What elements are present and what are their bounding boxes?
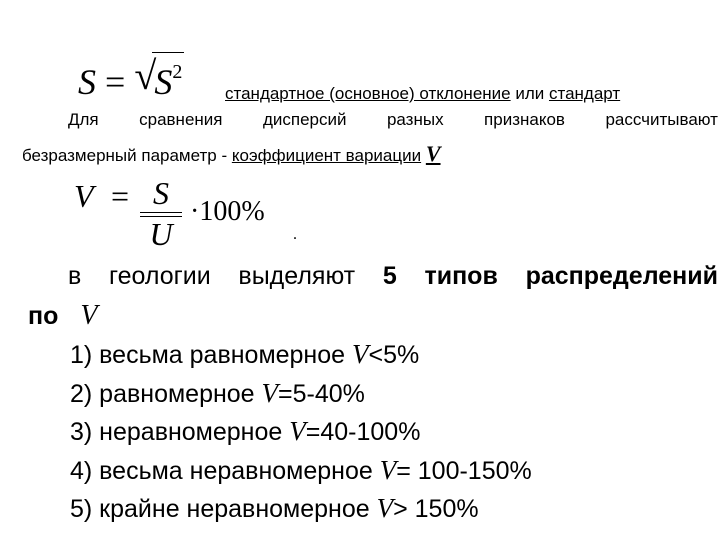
square-root <box>134 52 184 104</box>
variation-symbol: V <box>379 454 397 485</box>
variation-formula-lhs <box>74 178 129 215</box>
type-label: 1) весьма равномерное <box>70 341 352 369</box>
word: рассчитывают <box>605 110 718 129</box>
std-dev-formula <box>78 52 184 104</box>
bold-word: распределений <box>525 262 718 290</box>
fraction-numerator: S <box>153 175 169 211</box>
variation-symbol: V <box>425 141 441 166</box>
word: сравнения <box>139 110 223 129</box>
std-dev-term: стандартное (основное) отклонение <box>225 84 511 103</box>
word: признаков <box>484 110 565 129</box>
list-item <box>70 490 532 529</box>
comparison-sentence <box>68 110 718 130</box>
type-label: 3) неравномерное <box>70 418 290 446</box>
parameter-line <box>22 141 441 167</box>
equals-sign: = <box>110 178 130 214</box>
equals-sign: = <box>105 62 126 102</box>
type-label: 4) весьма неравномерное <box>70 456 380 485</box>
fraction-denominator: U <box>149 216 173 252</box>
radicand-variable: S <box>154 62 173 102</box>
formula-lhs: V <box>74 178 93 214</box>
fraction-bar <box>140 212 182 213</box>
distribution-types-list <box>70 336 532 529</box>
variation-symbol: V <box>352 339 369 369</box>
variation-symbol: V <box>289 416 306 446</box>
exponent: 2 <box>172 61 183 83</box>
bold-word: 5 <box>382 262 397 290</box>
list-item <box>70 375 532 414</box>
radicand <box>152 52 184 101</box>
type-condition: =5-40% <box>278 379 365 408</box>
bold-word: по <box>28 302 59 330</box>
bold-word: типов <box>424 262 498 290</box>
type-condition: =40-100% <box>305 418 421 446</box>
variation-symbol: V <box>261 377 279 408</box>
type-condition: <5% <box>368 341 420 369</box>
word: выделяют <box>238 262 356 290</box>
type-label: 5) крайне неравномерное <box>70 495 377 523</box>
geology-sentence <box>68 262 718 291</box>
std-dev-definition <box>225 84 620 104</box>
variation-coefficient-term: коэффициент вариации <box>231 146 422 165</box>
variation-symbol: V <box>376 493 394 523</box>
word: геологии <box>109 262 211 290</box>
word: дисперсий <box>262 110 347 129</box>
formula-lhs: S <box>78 62 96 102</box>
type-label: 2) равномерное <box>70 379 262 408</box>
formula-dot: . <box>293 226 297 243</box>
type-condition: = 100-150% <box>396 456 532 485</box>
list-item <box>70 452 532 491</box>
percent-multiplier: ·100% <box>190 196 265 227</box>
type-condition: > 150% <box>393 495 479 523</box>
geology-sentence-end <box>28 300 97 332</box>
radical-sign: √ <box>134 53 157 98</box>
word: в <box>68 262 82 290</box>
conjunction: или <box>510 84 549 103</box>
variation-symbol: V <box>80 300 98 331</box>
list-item <box>70 336 532 375</box>
word: разных <box>386 110 444 129</box>
parameter-text: безразмерный параметр - <box>22 146 232 165</box>
word: Для <box>68 110 99 129</box>
list-item <box>70 413 532 452</box>
fraction <box>140 176 182 251</box>
std-term: стандарт <box>548 84 621 103</box>
